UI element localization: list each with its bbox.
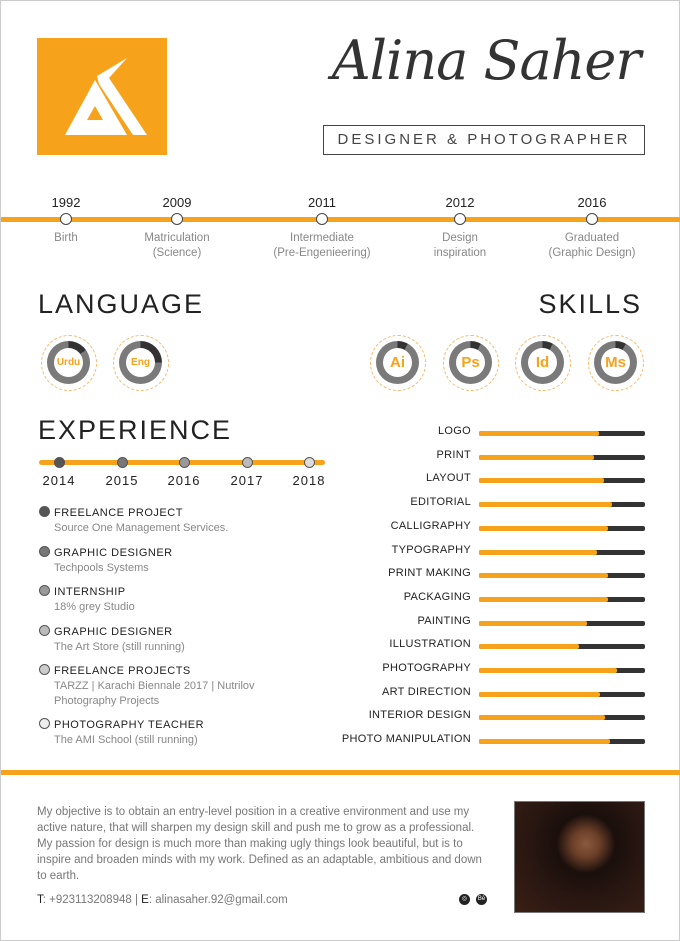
skill-bar-fill bbox=[479, 621, 587, 626]
timeline-year: 2009 bbox=[162, 195, 192, 210]
ring-label: Ms bbox=[601, 348, 630, 377]
timeline-label bbox=[522, 231, 662, 261]
ring-label: Eng bbox=[126, 348, 155, 377]
skill-bar-row bbox=[301, 591, 645, 605]
software-skill-ring bbox=[588, 335, 644, 391]
contact-line bbox=[37, 894, 288, 906]
timeline-label-main: Matriculation bbox=[144, 232, 210, 244]
experience-item bbox=[39, 585, 135, 615]
experience-sub: TARZZ | Karachi Biennale 2017 | Nutrilov bbox=[54, 680, 255, 692]
skill-bar bbox=[479, 621, 645, 626]
timeline-dot bbox=[171, 213, 183, 225]
experience-year: 2016 bbox=[167, 473, 201, 488]
skill-bar-row bbox=[301, 615, 645, 629]
skill-bar-row bbox=[301, 472, 645, 486]
language-ring bbox=[41, 335, 97, 391]
ring-label: Id bbox=[528, 348, 557, 377]
experience-year-dot bbox=[179, 457, 190, 468]
skill-bar-fill bbox=[479, 455, 594, 460]
timeline-dot bbox=[316, 213, 328, 225]
experience-year: 2014 bbox=[42, 473, 76, 488]
behance-icon[interactable]: Bē bbox=[476, 894, 487, 905]
skill-bar bbox=[479, 715, 645, 720]
instagram-icon[interactable]: ◎ bbox=[459, 894, 470, 905]
experience-sub: 18% grey Studio bbox=[54, 601, 135, 613]
skill-bar-fill bbox=[479, 692, 600, 697]
timeline-dot bbox=[454, 213, 466, 225]
skill-bar-fill bbox=[479, 502, 612, 507]
skill-bar-fill bbox=[479, 431, 599, 436]
timeline-label bbox=[390, 231, 530, 261]
skill-bar bbox=[479, 739, 645, 744]
skill-bar bbox=[479, 573, 645, 578]
experience-sub: The AMI School (still running) bbox=[54, 734, 198, 746]
skill-bar-row bbox=[301, 567, 645, 581]
timeline-year: 2012 bbox=[445, 195, 475, 210]
skill-bar-fill bbox=[479, 478, 604, 483]
candidate-name: Alina Saher bbox=[331, 29, 641, 92]
skill-bar-fill bbox=[479, 644, 579, 649]
skill-bar-row bbox=[301, 425, 645, 439]
experience-item bbox=[39, 664, 255, 709]
skill-bar bbox=[479, 668, 645, 673]
experience-heading: EXPERIENCE bbox=[38, 415, 233, 445]
skill-bar bbox=[479, 597, 645, 602]
bullet-icon bbox=[39, 585, 50, 596]
experience-year: 2017 bbox=[230, 473, 264, 488]
experience-item bbox=[39, 546, 173, 576]
experience-title: PHOTOGRAPHY TEACHER bbox=[54, 719, 205, 731]
skill-bar-fill bbox=[479, 550, 597, 555]
skill-label: LOGO bbox=[438, 425, 471, 437]
skill-bar bbox=[479, 502, 645, 507]
timeline-label-sub: inspiration bbox=[433, 247, 487, 259]
divider bbox=[1, 770, 680, 775]
timeline-dot bbox=[60, 213, 72, 225]
bullet-icon bbox=[39, 546, 50, 557]
experience-item bbox=[39, 506, 228, 536]
ring-label: Ps bbox=[456, 348, 485, 377]
candidate-role: DESIGNER & PHOTOGRAPHER bbox=[323, 125, 645, 155]
timeline-label-main: Graduated bbox=[564, 232, 620, 244]
experience-sub: Source One Management Services. bbox=[54, 522, 229, 534]
email-link[interactable]: : alinasaher.92@gmail.com bbox=[148, 894, 288, 906]
experience-year-dot bbox=[242, 457, 253, 468]
experience-sub: Techpools Systems bbox=[54, 562, 149, 574]
skill-bar-fill bbox=[479, 573, 608, 578]
ring-label: Urdu bbox=[54, 348, 83, 377]
timeline-label-sub: (Pre-Engenieering) bbox=[273, 247, 371, 259]
logo-mark-icon bbox=[37, 38, 167, 155]
skill-bar bbox=[479, 692, 645, 697]
software-skill-ring bbox=[443, 335, 499, 391]
email-label: E bbox=[141, 894, 149, 906]
experience-title: FREELANCE PROJECTS bbox=[54, 665, 191, 677]
logo bbox=[37, 38, 167, 155]
experience-year: 2018 bbox=[292, 473, 326, 488]
skill-bar-row bbox=[301, 686, 645, 700]
skill-bar-row bbox=[301, 520, 645, 534]
timeline-year: 1992 bbox=[51, 195, 81, 210]
phone-label: T bbox=[37, 894, 43, 906]
timeline-year: 2016 bbox=[577, 195, 607, 210]
skill-bar-fill bbox=[479, 526, 608, 531]
ring-label: Ai bbox=[383, 348, 412, 377]
skill-bar-row bbox=[301, 496, 645, 510]
skill-label: TYPOGRAPHY bbox=[391, 543, 471, 556]
skill-bar bbox=[479, 644, 645, 649]
skill-bar-fill bbox=[479, 715, 605, 720]
timeline-label-main: Intermediate bbox=[290, 232, 354, 244]
skill-bar-fill bbox=[479, 597, 608, 602]
bullet-icon bbox=[39, 506, 50, 517]
software-skill-ring bbox=[370, 335, 426, 391]
skill-bar-row bbox=[301, 733, 645, 747]
skill-label: PACKAGING bbox=[403, 590, 471, 603]
skill-label: INTERIOR DESIGN bbox=[368, 709, 471, 722]
profile-photo bbox=[514, 801, 645, 913]
skill-label: CALLIGRAPHY bbox=[390, 519, 471, 532]
timeline-label bbox=[252, 231, 392, 261]
skills-heading: SKILLS bbox=[538, 289, 642, 319]
skill-bar-row bbox=[301, 544, 645, 558]
experience-year: 2015 bbox=[105, 473, 139, 488]
skill-label: PHOTO MANIPULATION bbox=[341, 733, 471, 746]
skill-label: PRINT bbox=[436, 448, 471, 461]
experience-sub: Photography Projects bbox=[54, 695, 160, 707]
skill-bar bbox=[479, 526, 645, 531]
experience-item bbox=[39, 625, 185, 655]
phone: : +923113208948 | bbox=[42, 894, 142, 906]
skill-label: ART DIRECTION bbox=[381, 685, 471, 698]
timeline-label-main: Design bbox=[442, 232, 478, 244]
skill-label: PRINT MAKING bbox=[388, 567, 471, 580]
skill-bar-row bbox=[301, 662, 645, 676]
timeline-label-sub: (Science) bbox=[152, 247, 202, 259]
skill-label: PAINTING bbox=[417, 614, 471, 627]
skill-bar bbox=[479, 478, 645, 483]
bullet-icon bbox=[39, 625, 50, 636]
experience-year-dot bbox=[54, 457, 65, 468]
skill-label: LAYOUT bbox=[426, 472, 471, 485]
timeline-year: 2011 bbox=[308, 195, 336, 210]
skill-label: PHOTOGRAPHY bbox=[382, 662, 471, 674]
language-heading: LANGUAGE bbox=[38, 289, 205, 319]
skill-bar-row bbox=[301, 449, 645, 463]
skill-bar bbox=[479, 455, 645, 460]
skill-bar-row bbox=[301, 638, 645, 652]
skill-bar-fill bbox=[479, 668, 617, 673]
experience-sub: The Art Store (still running) bbox=[54, 641, 185, 653]
bullet-icon bbox=[39, 718, 50, 729]
experience-title: INTERNSHIP bbox=[54, 586, 126, 598]
skill-bar-fill bbox=[479, 739, 610, 744]
timeline-label-main: Birth bbox=[54, 232, 78, 244]
timeline-label-sub: (Graphic Design) bbox=[548, 247, 636, 259]
experience-title: GRAPHIC DESIGNER bbox=[54, 547, 173, 559]
bullet-icon bbox=[39, 664, 50, 675]
skill-label: ILLUSTRATION bbox=[389, 638, 471, 651]
software-skill-ring bbox=[515, 335, 571, 391]
life-timeline-line bbox=[1, 217, 680, 222]
experience-title: FREELANCE PROJECT bbox=[54, 507, 183, 519]
skill-bar-row bbox=[301, 709, 645, 723]
experience-item bbox=[39, 718, 204, 748]
experience-title: GRAPHIC DESIGNER bbox=[54, 626, 173, 638]
experience-year-dot bbox=[117, 457, 128, 468]
skill-label: EDITORIAL bbox=[410, 496, 471, 509]
skill-bar bbox=[479, 550, 645, 555]
language-ring bbox=[113, 335, 169, 391]
skill-bar bbox=[479, 431, 645, 436]
timeline-label bbox=[107, 231, 247, 261]
objective-text: My objective is to obtain an entry-level position in a creative environment and use my active nature, that will sharpen my design skill and push me to grow as a professional. My passion for design is much more than making ugly things look beautiful, but is to inspire and broaden minds with my work. Defined as an adaptable, ambitious and down to earth. bbox=[37, 806, 482, 882]
timeline-dot bbox=[586, 213, 598, 225]
